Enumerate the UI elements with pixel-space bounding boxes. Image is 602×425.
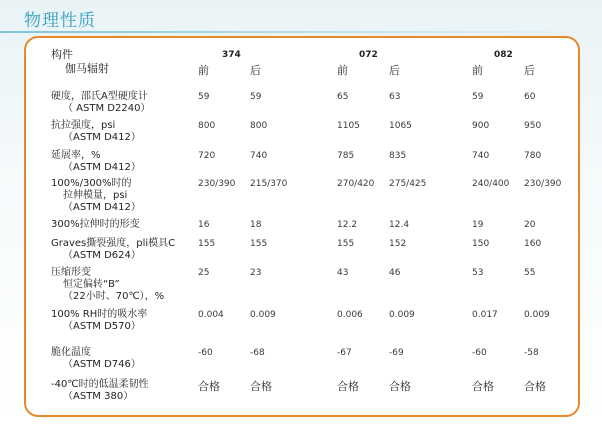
properties-table [24,36,580,417]
table-cell: 835 [389,151,407,161]
table-cell: 18 [250,220,262,230]
table-cell: 740 [250,151,268,161]
table-cell: 155 [250,239,268,249]
header-component-label: 构件 [51,48,73,61]
table-cell: -58 [524,348,539,358]
table-cell: 63 [389,92,401,102]
row-label-tensile-strength: 抗拉强度，psi （ASTM D412） [51,120,141,143]
table-cell: 155 [198,239,216,249]
table-cell: 12.2 [337,220,358,230]
table-cell: 275/425 [389,179,427,189]
table-cell: 740 [472,151,490,161]
table-cell: 900 [472,121,490,131]
group-label-082: 082 [494,50,513,60]
table-cell: 950 [524,121,542,131]
table-cell: 215/370 [250,179,288,189]
header-after-374: 后 [250,64,261,77]
group-label-072: 072 [359,50,378,60]
table-cell: 合格 [389,380,411,393]
table-cell: 150 [472,239,490,249]
table-cell: -68 [250,348,265,358]
row-label-tear-strength: Graves撕裂强度，pli模具C （ASTM D624） [51,238,176,261]
header-before-374: 前 [198,64,209,77]
table-cell: -60 [198,348,213,358]
title-divider [0,31,602,33]
table-cell: -60 [472,348,487,358]
table-cell: -69 [389,348,404,358]
table-cell: 0.004 [198,310,224,320]
table-cell: 25 [198,268,210,278]
table-cell: 230/390 [198,179,236,189]
table-cell: 59 [250,92,262,102]
table-cell: 0.009 [524,310,550,320]
table-cell: 270/420 [337,179,375,189]
table-cell: 230/390 [524,179,562,189]
header-before-082: 前 [472,64,483,77]
table-cell: 155 [337,239,355,249]
row-label-hardness: 硬度，邵氏A型硬度计 （ ASTM D2240） [51,91,151,114]
header-before-072: 前 [337,64,348,77]
row-label-compression-set: 压缩形变 恒定偏转“B” （22小时、70℃），% [51,267,165,302]
table-cell: 1065 [389,121,412,131]
row-label-deformation: 300%拉伸时的形变 [51,219,140,230]
table-cell: 0.009 [250,310,276,320]
table-cell: 160 [524,239,542,249]
row-label-water-absorption: 100% RH时的吸水率 （ASTM D570） [51,309,148,332]
table-cell: 1105 [337,121,360,131]
table-cell: 59 [198,92,210,102]
table-cell: 20 [524,220,536,230]
table-cell: 720 [198,151,216,161]
table-cell: 16 [198,220,210,230]
table-cell: 合格 [472,380,494,393]
table-cell: 23 [250,268,262,278]
table-cell: 合格 [337,380,359,393]
table-cell: 59 [472,92,484,102]
table-cell: 46 [389,268,401,278]
page-title: 物理性质 [24,11,96,31]
row-label-elongation: 延展率，% （ASTM D412） [51,150,141,173]
table-cell: 800 [250,121,268,131]
table-cell: 合格 [250,380,272,393]
table-cell: 0.006 [337,310,363,320]
table-cell: 12.4 [389,220,410,230]
table-cell: 800 [198,121,216,131]
table-cell: 60 [524,92,536,102]
table-cell: 0.009 [389,310,415,320]
table-cell: 55 [524,268,536,278]
table-cell: 785 [337,151,355,161]
row-label-low-temp-flexibility: -40℃时的低温柔韧性 （ASTM 380） [51,379,149,402]
table-cell: 240/400 [472,179,510,189]
group-label-374: 374 [222,50,241,60]
table-cell: 0.017 [472,310,498,320]
table-cell: 780 [524,151,542,161]
table-cell: 152 [389,239,407,249]
table-cell: 19 [472,220,484,230]
header-after-082: 后 [524,64,535,77]
header-after-072: 后 [389,64,400,77]
header-radiation-label: 伽马辐射 [65,62,109,75]
table-cell: 65 [337,92,349,102]
table-cell: 合格 [198,380,220,393]
row-label-brittleness-temperature: 脆化温度 （ASTM D746） [51,347,141,370]
table-cell: 53 [472,268,484,278]
row-label-tensile-modulus: 100%/300%时的 拉伸模量，psi （ASTM D412） [51,178,141,213]
table-cell: 合格 [524,380,546,393]
table-cell: 43 [337,268,349,278]
table-cell: -67 [337,348,352,358]
